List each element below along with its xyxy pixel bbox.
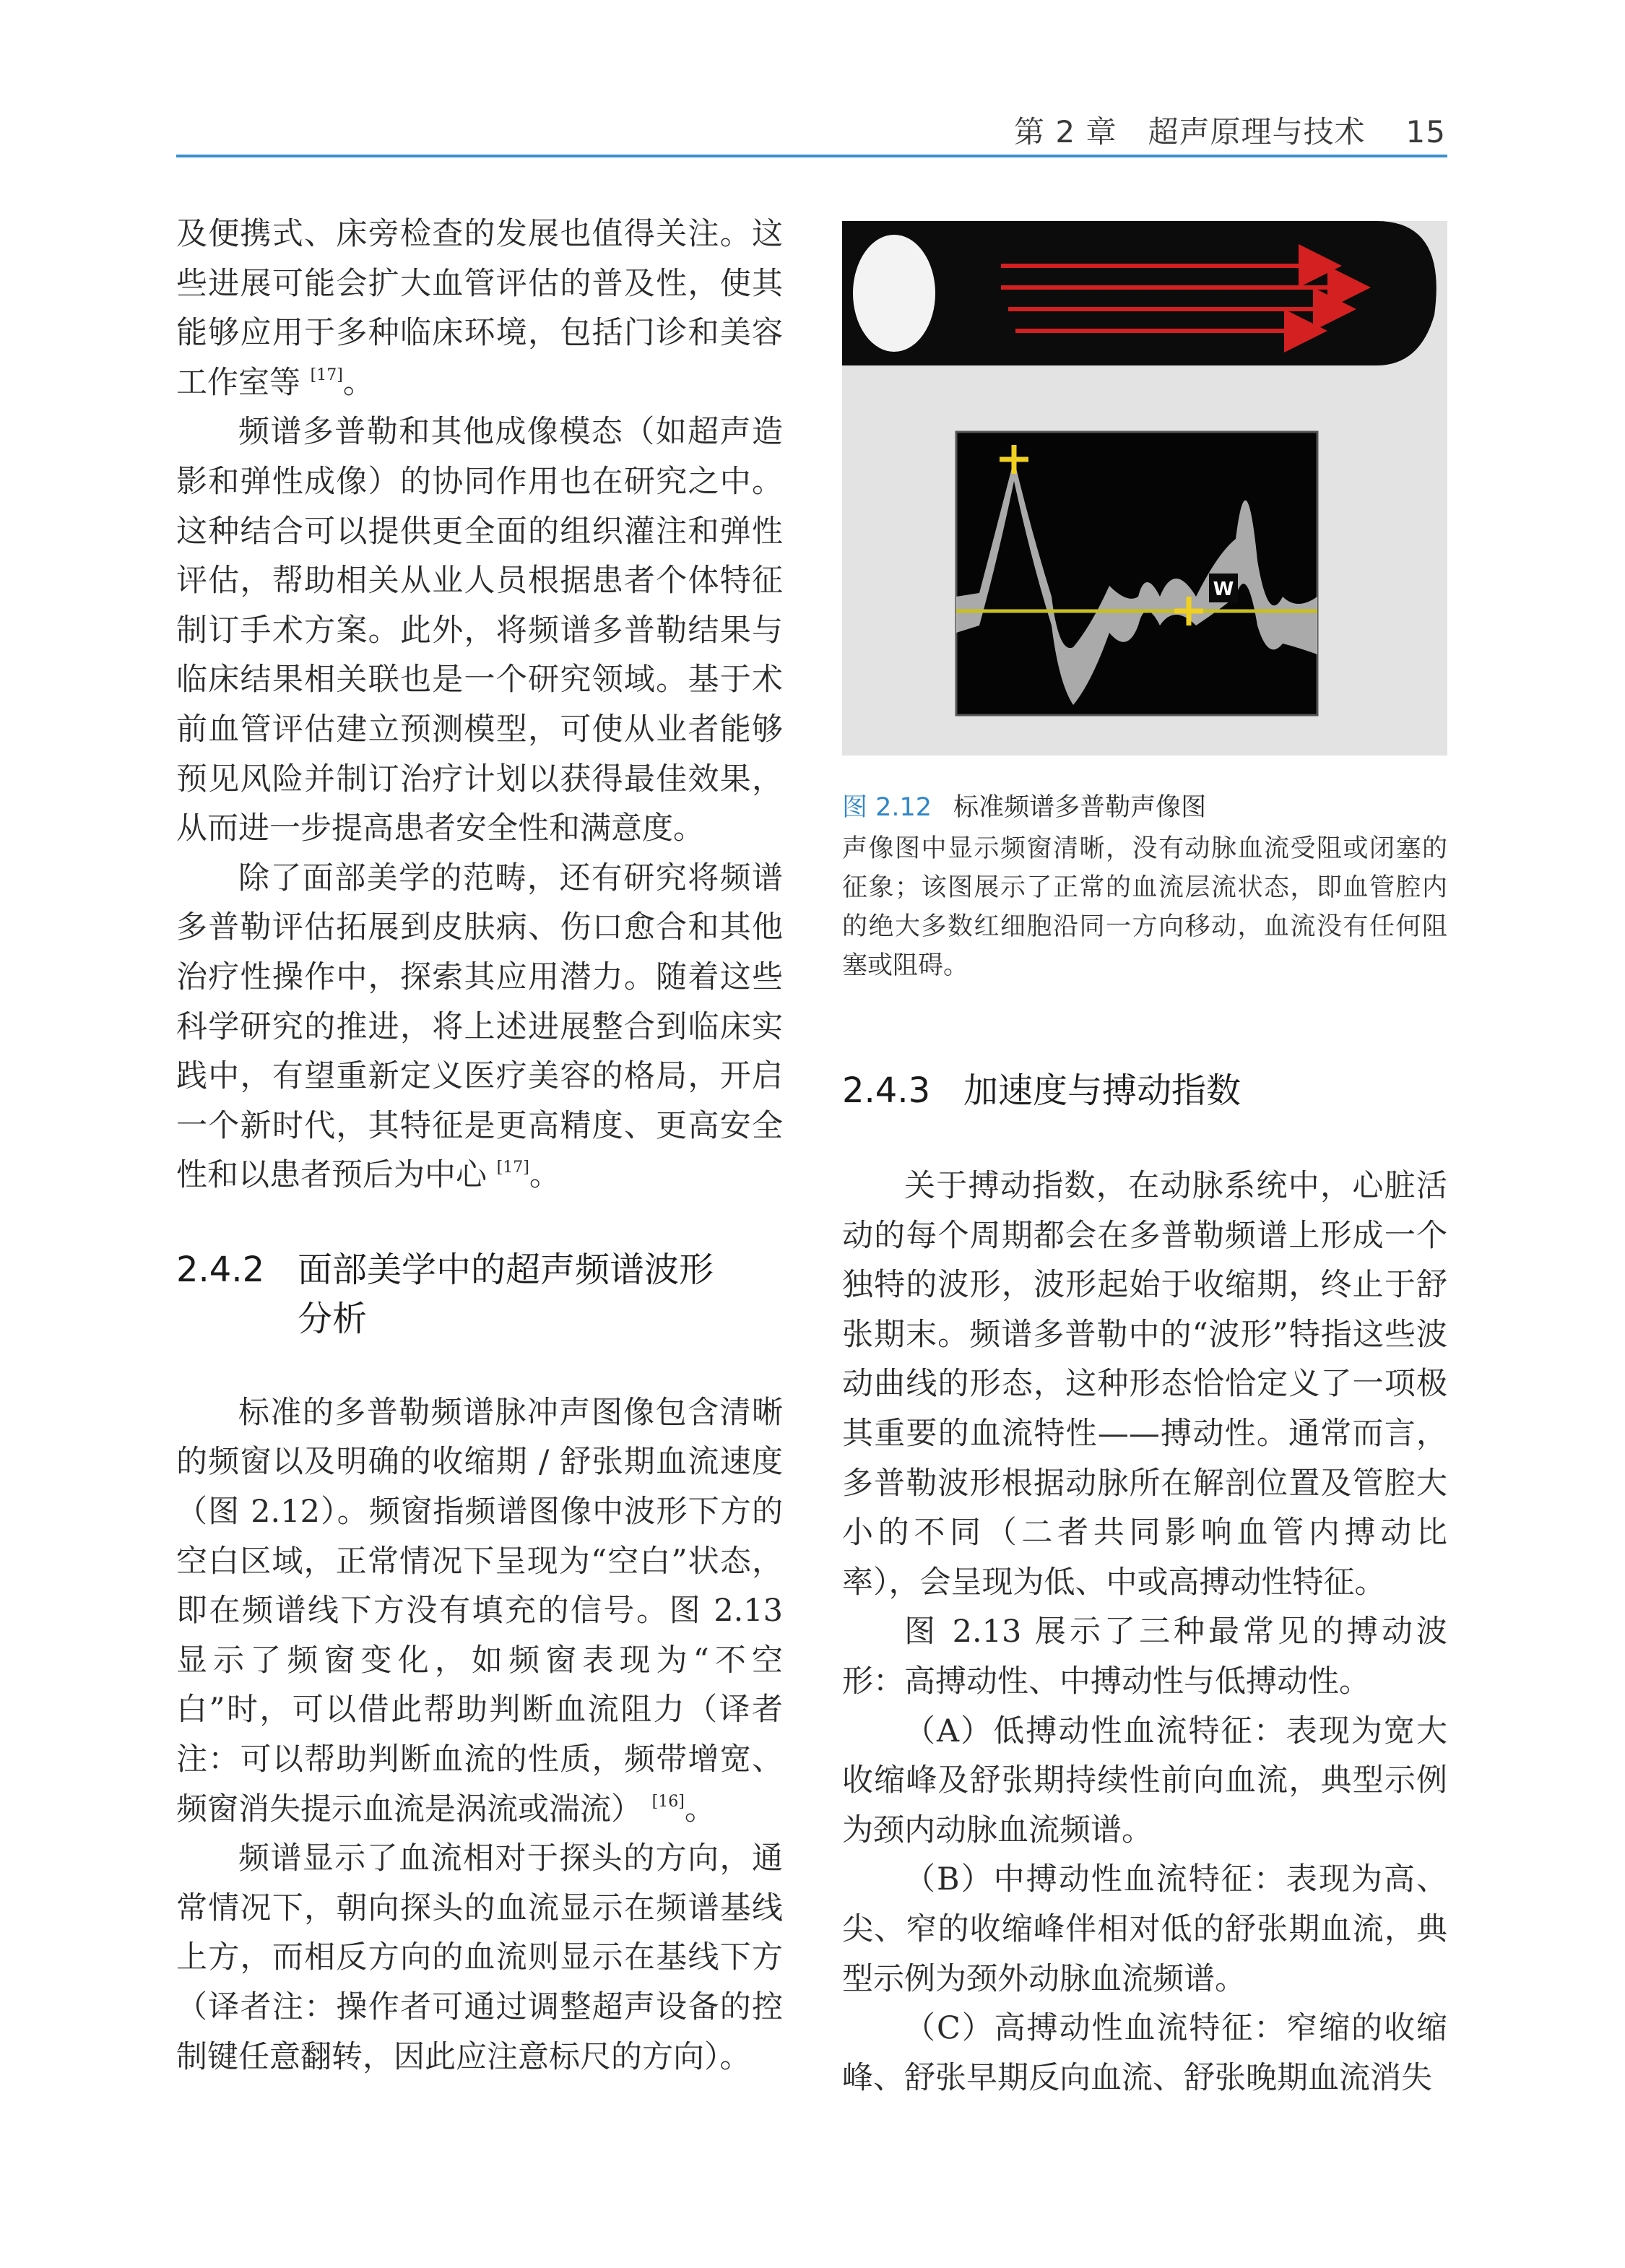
header-title: 超声原理与技术 xyxy=(1148,114,1366,150)
figure-caption: 声像图中显示频窗清晰，没有动脉血流受阻或闭塞的征象；该图展示了正常的血流层流状态，即血管腔内的绝大多数红细胞沿同一方向移动，血流没有任何阻塞或阻碍。 xyxy=(842,834,1447,980)
section-number: 2.4.3 xyxy=(842,1070,931,1111)
header-rule xyxy=(176,155,1447,157)
left-paragraph-2: 频谱多普勒和其他成像模态（如超声造影和弹性成像）的协同作用也在研究之中。这种结合可以提供更全面的组织灌注和弹性评估，帮助相关从业人员根据患者个体特征制订手术方案。此外，将频谱多普勒结果与临床结果相关联也是一个研究领域。基于术前血管评估建立预测模型，可使从业者能够预见风险并制订治疗计划以获得最佳效果，从而进一步提高患者安全性和满意度。 xyxy=(176,414,783,847)
right-paragraph-2: 图 2.13 展示了三种最常见的搏动波形：高搏动性、中搏动性与低搏动性。 xyxy=(842,1614,1447,1700)
marker-label: W xyxy=(1213,579,1234,600)
section-title: 加速度与搏动指数 xyxy=(963,1070,1242,1111)
right-paragraph-1: 关于搏动指数，在动脉系统中，心脏活动的每个周期都会在多普勒频谱上形成一个独特的波形，波形起始于收缩期，终止于舒张期末。频谱多普勒中的“波形”特指这些波动曲线的形态，这种形态恰恰定义了一项极其重要的血流特性——搏动性。通常而言，多普勒波形根据动脉所在解剖位置及管腔大小的不同（二者共同影响血管内搏动比率），会呈现为低、中或高搏动性特征。 xyxy=(842,1168,1447,1601)
page-number: 15 xyxy=(1405,114,1446,150)
figure-caption-title xyxy=(842,787,1447,823)
figure-label: 图 2.12 xyxy=(842,793,932,822)
citation: [16] xyxy=(651,1792,685,1811)
section-title-line2: 分析 xyxy=(298,1298,368,1339)
left-paragraph-1: 及便携式、床旁检查的发展也值得关注。这些进展可能会扩大血管评估的普及性，使其能够应用于多种临床环境，包括门诊和美容工作室等 [17]。 xyxy=(176,216,783,401)
section-heading-2-4-3 xyxy=(842,1066,1447,1115)
right-paragraph-5: （C）高搏动性血流特征：窄缩的收缩峰、舒张早期反向血流、舒张晚期血流消失 xyxy=(842,2010,1447,2096)
left-paragraph-3: 除了面部美学的范畴，还有研究将频谱多普勒评估拓展到皮肤病、伤口愈合和其他治疗性操作中，探索其应用潜力。随着这些科学研究的推进，将上述进展整合到临床实践中，有望重新定义医疗美容的格局，开启一个新时代，其特征是更高精度、更高安全性和以患者预后为中心 [17]。 xyxy=(176,860,783,1194)
left-paragraph-4: 标准的多普勒频谱脉冲声图像包含清晰的频窗以及明确的收缩期 / 舒张期血流速度（图 2.12）。频窗指频谱图像中波形下方的空白区域，正常情况下呈现为“空白”状态，即在频谱线下方没有填充的信号。图 2.13 显示了频窗变化，如频窗表现为“不空白”时，可以借此帮助判断血流阻力（译者注：可以帮助判断血流的性质，频带增宽、频窗消失提示血流是涡流或湍流） [16]。 xyxy=(176,1394,783,1827)
section-heading-2-4-2 xyxy=(176,1245,783,1343)
right-column xyxy=(842,209,1447,2103)
vessel-illustration xyxy=(842,221,1436,365)
citation: [17] xyxy=(496,1159,529,1177)
section-title-line1: 面部美学中的超声频谱波形 xyxy=(298,1249,714,1290)
figure-title: 标准频谱多普勒声像图 xyxy=(953,793,1207,822)
section-number: 2.4.2 xyxy=(176,1249,265,1290)
doppler-spectrum xyxy=(956,432,1317,715)
right-paragraph-4: （B）中搏动性血流特征：表现为高、尖、窄的收缩峰伴相对低的舒张期血流，典型示例为颈外动脉血流频谱。 xyxy=(842,1861,1447,1997)
figure-2-12 xyxy=(842,221,1447,756)
header-chapter: 第 2 章 xyxy=(1014,114,1117,150)
doppler-figure-graphic xyxy=(842,221,1447,756)
right-paragraph-3: （A）低搏动性血流特征：表现为宽大收缩峰及舒张期持续性前向血流，典型示例为颈内动脉血流频谱。 xyxy=(842,1713,1447,1848)
citation: [17] xyxy=(310,365,343,384)
left-column xyxy=(176,209,783,2082)
running-header xyxy=(1014,108,1446,152)
left-paragraph-5: 频谱显示了血流相对于探头的方向，通常情况下，朝向探头的血流显示在频谱基线上方，而相反方向的血流则显示在基线下方（译者注：操作者可通过调整超声设备的控制键任意翻转，因此应注意标尺的方向）。 xyxy=(176,1840,783,2075)
